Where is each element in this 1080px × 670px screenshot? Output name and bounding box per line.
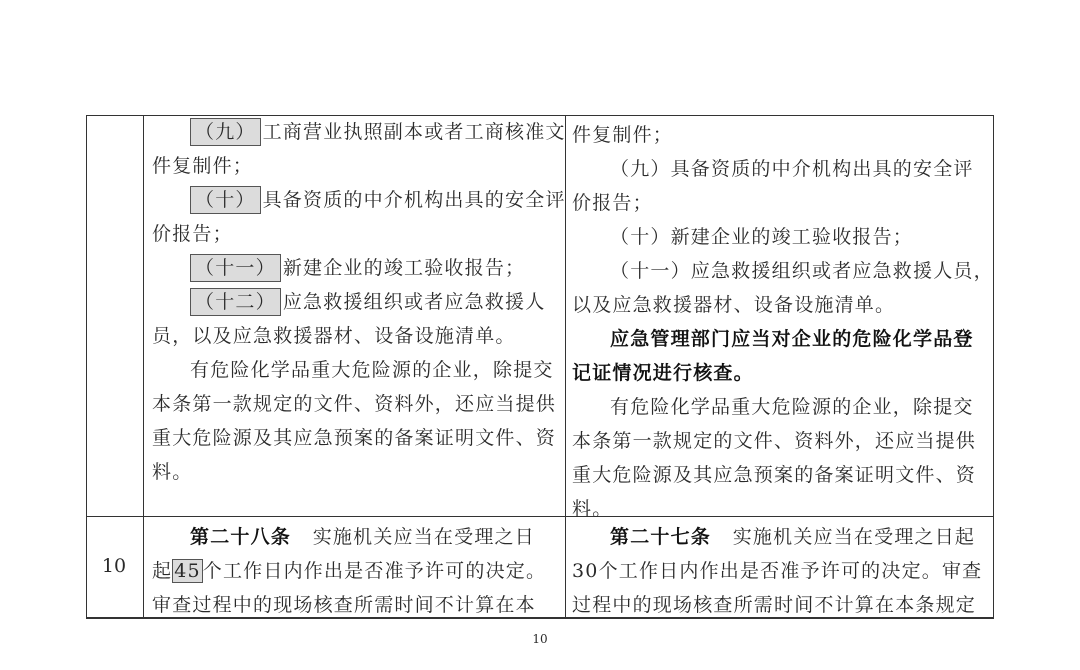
left-column-top — [152, 115, 566, 489]
right-column-row-10 — [572, 520, 990, 622]
right-para-line-4: 料。 — [572, 498, 613, 520]
item-9-line-1: （九） 工商营业执照副本或者工商核准文 — [152, 115, 562, 149]
right-bold-line-2: 记证情况进行核查。 — [572, 362, 754, 384]
right-para-line-3: 重大危险源及其应急预案的备案证明文件、资 — [572, 464, 977, 486]
left-article-line-3: 审查过程中的现场核查所需时间不计算在本 — [152, 594, 536, 616]
left-article-line-1: 第二十八条 实施机关应当在受理之日 — [190, 526, 535, 548]
left-article-title: 第二十八条 — [190, 526, 292, 548]
row-number: 10 — [101, 555, 127, 577]
left-article-line-2: 起 45 个工作日内作出是否准予许可的决定。 — [152, 560, 547, 582]
item-12-marker: （十二） — [190, 288, 281, 316]
column-divider-number — [143, 116, 144, 617]
right-article-title: 第二十七条 — [610, 526, 712, 548]
item-9-marker: （九） — [190, 118, 261, 146]
right-line-6: 以及应急救援器材、设备设施清单。 — [572, 294, 896, 316]
left-column-row-10 — [152, 520, 562, 622]
item-10-line-1: （十） 具备资质的中介机构出具的安全评 — [152, 183, 562, 217]
right-line-2: （九）具备资质的中介机构出具的安全评 — [610, 158, 974, 180]
item-9-line-2: 件复制件； — [152, 155, 254, 177]
left-para-line-2: 本条第一款规定的文件、资料外，还应当提供 — [152, 393, 557, 415]
right-line-1: 件复制件； — [572, 124, 674, 146]
right-article-line-3: 过程中的现场核查所需时间不计算在本条规定 — [572, 594, 977, 616]
item-12-line-1: （十二） 应急救援组织或者应急救援人 — [152, 285, 562, 319]
left-para-line-3: 重大危险源及其应急预案的备案证明文件、资 — [152, 427, 557, 449]
right-para-line-2: 本条第一款规定的文件、资料外，还应当提供 — [572, 430, 977, 452]
right-article-line-2: 30个工作日内作出是否准予许可的决定。审查 — [572, 560, 983, 582]
right-column-top — [572, 118, 994, 526]
days-highlight: 45 — [174, 560, 201, 582]
right-para-line-1: 有危险化学品重大危险源的企业，除提交 — [610, 396, 974, 418]
right-line-4: （十）新建企业的竣工验收报告； — [610, 226, 914, 248]
item-11-marker: （十一） — [190, 254, 281, 282]
item-11-line-1: （十一） 新建企业的竣工验收报告； — [152, 251, 562, 285]
item-10-marker: （十） — [190, 186, 261, 214]
left-para-line-4: 料。 — [152, 461, 193, 483]
right-line-3: 价报告； — [572, 192, 653, 214]
item-12-line-2: 员，以及应急救援器材、设备设施清单。 — [152, 325, 516, 347]
item-10-line-2: 价报告； — [152, 223, 233, 245]
right-bold-line-1: 应急管理部门应当对企业的危险化学品登 — [610, 328, 974, 350]
page-number: 10 — [532, 632, 548, 646]
left-para-line-1: 有危险化学品重大危险源的企业，除提交 — [190, 359, 554, 381]
right-article-line-1: 第二十七条 实施机关应当在受理之日起 — [610, 526, 976, 548]
right-line-5: （十一）应急救援组织或者应急救援人员， — [610, 260, 994, 282]
